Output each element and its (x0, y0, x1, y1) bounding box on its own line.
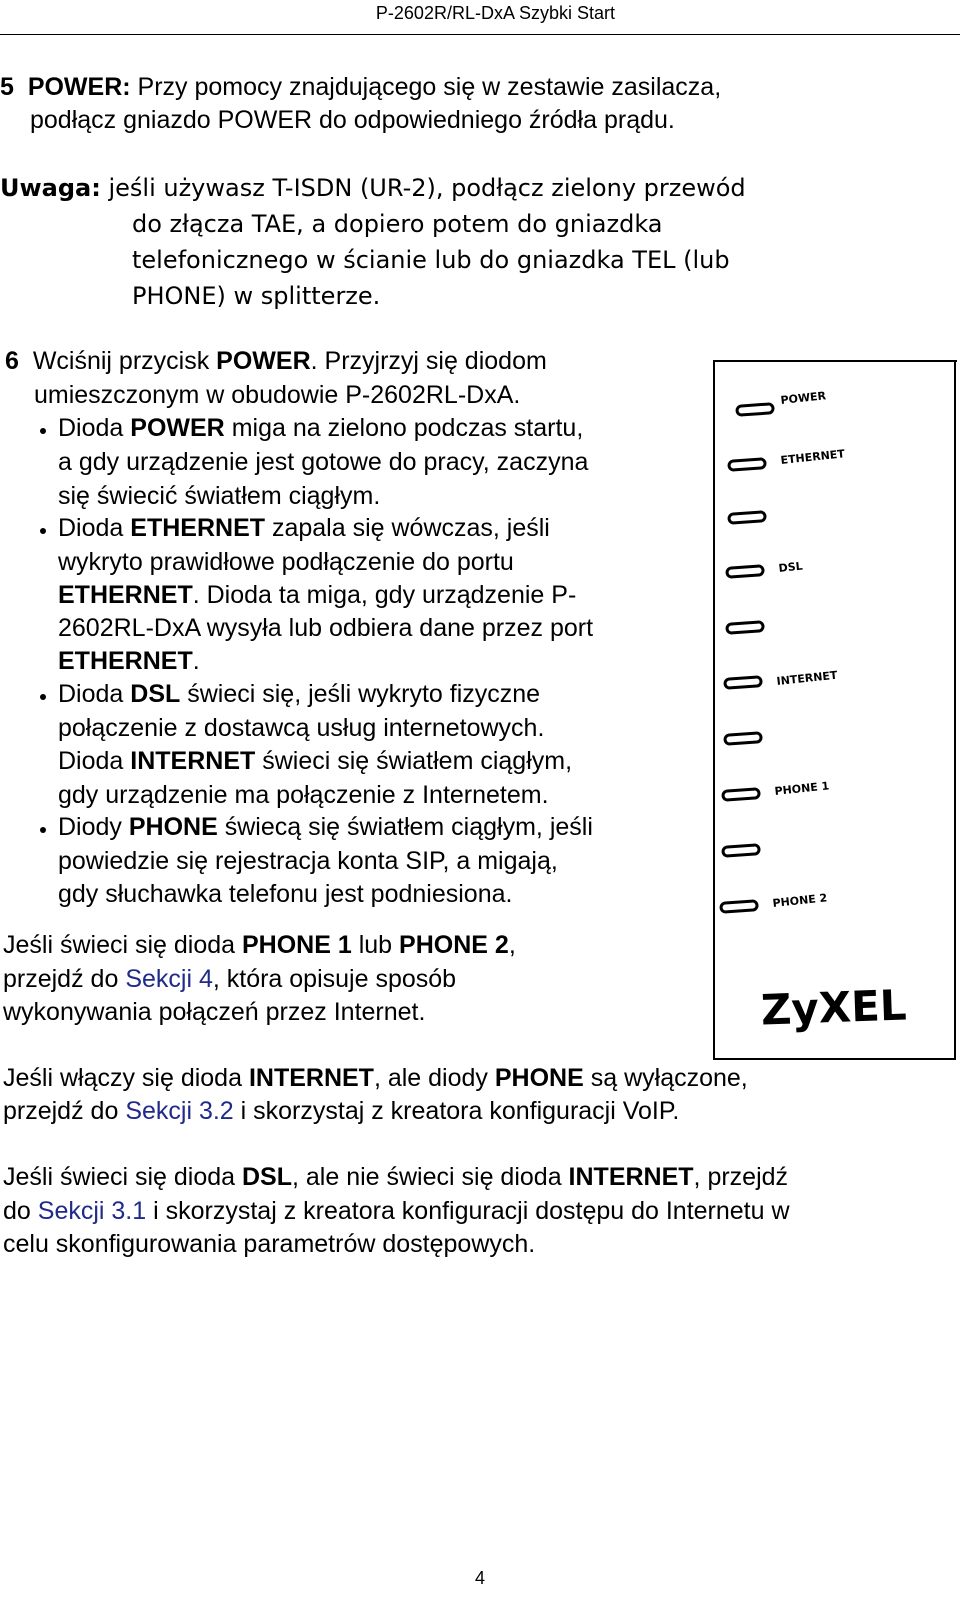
bullet4-line1 (58, 812, 593, 842)
para1-bold1: PHONE 1 (242, 931, 352, 959)
led-power (737, 404, 774, 415)
para1-mid: lub (358, 931, 393, 959)
bullet2-line5 (58, 646, 200, 676)
bullet1-post: miga na zielono podczas startu, (231, 414, 584, 442)
step5-line1 (0, 72, 721, 102)
bullet3-line3 (58, 746, 572, 776)
step6-post: . Przyjrzyj się diodom (310, 347, 547, 375)
led-dsl (727, 566, 764, 577)
bullet3-line3-pre: Dioda (58, 747, 124, 775)
bullet1-bold: POWER (130, 414, 225, 442)
panel-border (954, 360, 956, 1060)
led-unlabeled (727, 622, 764, 633)
bullet1-line2: a gdy urządzenie jest gotowe do pracy, zaczyna (58, 448, 589, 476)
bullet2-line5-bold: ETHERNET (58, 647, 193, 675)
bullet3-pre: Dioda (58, 680, 124, 708)
note-line4: PHONE) w splitterze. (132, 282, 381, 310)
para1-line1 (3, 930, 516, 960)
bullet2-line5-post: . (192, 647, 200, 675)
para2-line1 (3, 1063, 748, 1093)
para3-pre: Jeśli świeci się dioda (3, 1163, 236, 1191)
para2-line2-post: i skorzystaj z kreatora konfiguracji VoIP. (240, 1097, 680, 1125)
para3-bold1: DSL (242, 1163, 292, 1191)
led-phone2 (721, 901, 758, 912)
bullet2-line1 (58, 513, 550, 543)
note-line2: do złącza TAE, a dopiero potem do gniazdka (132, 210, 663, 238)
bullet-dot (40, 694, 46, 700)
para3-line2 (3, 1196, 790, 1226)
step5-number: 5 (0, 73, 14, 101)
para2-bold1: INTERNET (248, 1064, 374, 1092)
led-label-power: POWER (779, 389, 827, 407)
page-number: 4 (474, 1568, 485, 1588)
section-3-1-link[interactable]: Sekcji 3.1 (37, 1197, 147, 1225)
note-text: jeśli używasz T-ISDN (UR-2), podłącz zielony przewód (108, 174, 746, 202)
bullet4-pre: Diody (58, 813, 122, 841)
bullet3-line2: połączenie z dostawcą usług internetowych. (58, 714, 545, 742)
note-keyword: Uwaga: (0, 174, 101, 202)
bullet3-bold: DSL (130, 680, 181, 708)
para3-bold2: INTERNET (568, 1163, 694, 1191)
para3-mid: , ale nie świeci się dioda (292, 1163, 562, 1191)
led-internet (725, 677, 762, 688)
bullet4-post: świecą się światłem ciągłym, jeśli (224, 813, 593, 841)
para3-line3: celu skonfigurowania parametrów dostępowych. (3, 1230, 536, 1258)
step6-pre: Wciśnij przycisk (32, 347, 210, 375)
step6-line2: umieszczonym w obudowie P-2602RL-DxA. (34, 381, 521, 409)
para2-line2-pre: przejdź do (3, 1097, 119, 1125)
led-label-internet: INTERNET (775, 668, 838, 688)
para3-post: , przejdź (693, 1163, 789, 1191)
bullet2-line3-bold: ETHERNET (58, 581, 193, 609)
header-title: P-2602R/RL-DxA Szybki Start (375, 3, 615, 23)
step5-keyword: POWER: (27, 73, 131, 101)
para2-line2 (3, 1096, 679, 1126)
para1-line2-post: , która opisuje sposób (212, 965, 457, 993)
bullet3-line1 (58, 679, 540, 709)
zyxel-logo: ZyXEL (760, 980, 908, 1035)
led-unlabeled (729, 512, 766, 523)
bullet2-bold: ETHERNET (130, 514, 266, 542)
bullet3-line3-post: świeci się światłem ciągłym, (262, 747, 573, 775)
step6-number: 6 (5, 347, 19, 375)
bullet3-line4: gdy urządzenie ma połączenie z Internetem. (58, 781, 549, 809)
para1-bold2: PHONE 2 (399, 931, 509, 959)
step6-bold: POWER (216, 347, 311, 375)
led-panel-drawing (715, 362, 955, 1058)
led-label-phone2: PHONE 2 (771, 891, 828, 910)
para1-line2 (3, 964, 456, 994)
para3-line2-post: i skorzystaj z kreatora konfiguracji dostępu do Internetu w (153, 1197, 790, 1225)
led-unlabeled (723, 845, 760, 856)
note-line1 (0, 173, 746, 203)
section-4-link[interactable]: Sekcji 4 (125, 965, 213, 993)
para2-pre: Jeśli włączy się dioda (3, 1064, 242, 1092)
led-ethernet (729, 459, 766, 470)
bullet-dot (40, 428, 46, 434)
bullet2-pre: Dioda (58, 514, 124, 542)
led-label-phone1: PHONE 1 (773, 779, 830, 798)
para1-post: , (508, 931, 516, 959)
led-label-dsl: DSL (777, 559, 804, 575)
para1-pre: Jeśli świeci się dioda (3, 931, 236, 959)
step5-line2: podłącz gniazdo POWER do odpowiedniego źródła prądu. (30, 106, 675, 134)
led-phone1 (723, 789, 760, 800)
bullet2-line2: wykryto prawidłowe podłączenie do portu (58, 548, 514, 576)
bullet2-line3 (58, 580, 576, 610)
led-label-ethernet: ETHERNET (779, 447, 846, 467)
bullet3-post: świeci się, jeśli wykryto fizyczne (187, 680, 541, 708)
bullet1-line3: się świecić światłem ciągłym. (58, 482, 381, 510)
bullet1-line1 (58, 413, 583, 443)
bullet1-pre: Dioda (58, 414, 124, 442)
para2-mid: , ale diody (373, 1064, 488, 1092)
section-3-2-link[interactable]: Sekcji 3.2 (125, 1097, 234, 1125)
panel-border (713, 1058, 956, 1060)
bullet4-bold: PHONE (128, 813, 218, 841)
bullet2-post: zapala się wówczas, jeśli (271, 514, 550, 542)
bullet4-line3: gdy słuchawka telefonu jest podniesiona. (58, 880, 513, 908)
device-led-panel (713, 360, 957, 1060)
bullet2-line4: 2602RL-DxA wysyła lub odbiera dane przez port (58, 614, 594, 642)
step6-line1 (5, 346, 547, 376)
bullet-dot (40, 528, 46, 534)
para1-line3: wykonywania połączeń przez Internet. (3, 998, 426, 1026)
bullet2-line3-post: . Dioda ta miga, gdy urządzenie P- (192, 581, 577, 609)
bullet3-line3-bold: INTERNET (130, 747, 256, 775)
led-unlabeled (725, 733, 762, 744)
bullet4-line2: powiedzie się rejestracja konta SIP, a migają, (58, 847, 558, 875)
note-line3: telefonicznego w ścianie lub do gniazdka TEL (lub (132, 246, 730, 274)
para2-post: są wyłączone, (590, 1064, 748, 1092)
step5-text: Przy pomocy znajdującego się w zestawie zasilacza, (137, 73, 722, 101)
page-header (0, 0, 960, 35)
bullet-dot (40, 827, 46, 833)
para1-line2-pre: przejdź do (3, 965, 119, 993)
para3-line1 (3, 1162, 788, 1192)
para2-bold2: PHONE (494, 1064, 584, 1092)
para3-line2-pre: do (3, 1197, 31, 1225)
